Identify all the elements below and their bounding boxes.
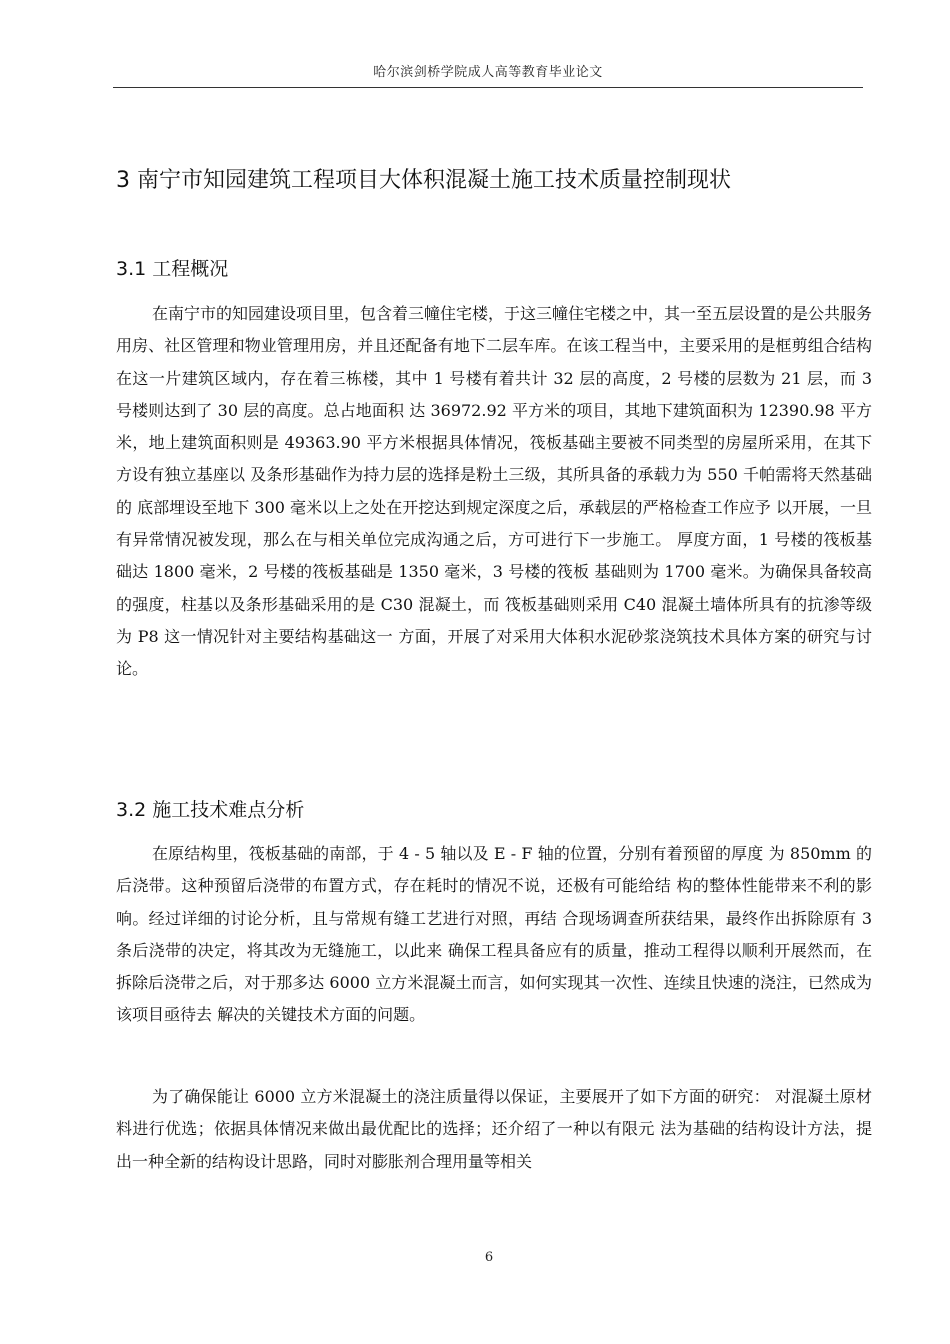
section-heading-3-2: 3.2 施工技术难点分析 xyxy=(116,799,305,821)
body-paragraph: 在南宁市的知园建设项目里，包含着三幢住宅楼，于这三幢住宅楼之中，其一至五层设置的是公共服务用房、社区管理和物业管理用房，并且还配备有地下二层车库。在该工程当中，主要采用的是框剪组合结构在这一片建筑区域内，存在着三栋楼，其中 1 号楼有着共计 32 层的高度，2 号楼的层数为 21 层，而 3 号楼则达到了 30 层的高度。总占地面积 达 36972.92 平方米的项目，其地下建筑面积为 12390.98 平方米，地上建筑面积则是 49363.90 平方米根据具体情况，筏板基础主要被不同类型的房屋所采用，在其下方设有独立基座以 及条形基础作为持力层的选择是粉土三级，其所具备的承载力为 550 千帕需将天然基础的 底部埋设至地下 300 毫米以上之处在开挖达到规定深度之后，承载层的严格检查工作应予 以开展，一旦有异常情况被发现，那么在与相关单位完成沟通之后，方可进行下一步施工。 厚度方面，1 号楼的筏板基础达 1800 毫米，2 号楼的筏板基础是 1350 毫米，3 号楼的筏板 基础则为 1700 毫米。为确保具备较高的强度，柱基以及条形基础采用的是 C30 混凝土，而 筏板基础则采用 C40 混凝土墙体所具有的抗渗等级为 P8 这一情况针对主要结构基础这一 方面，开展了对采用大体积水泥砂浆浇筑技术具体方案的研究与讨论。 xyxy=(116,304,873,679)
body-paragraph: 在原结构里，筏板基础的南部，于 4 - 5 轴以及 E - F 轴的位置，分别有着预留的厚度 为 850mm 的后浇带。这种预留后浇带的布置方式，存在耗时的情况不说，还极有可能给结 构的整体性能带来不利的影响。经过详细的讨论分析，且与常规有缝工艺进行对照，再结 合现场调查所获结果，最终作出拆除原有 3 条后浇带的决定，将其改为无缝施工，以此来 确保工程具备应有的质量，推动工程得以顺利开展然而，在拆除后浇带之后，对于那多达 6000 立方米混凝土而言，如何实现其一次性、连续且快速的浇注，已然成为该项目亟待去 解决的关键技术方面的问题。 xyxy=(116,844,872,1025)
running-header: 哈尔滨剑桥学院成人高等教育毕业论文 xyxy=(373,65,603,80)
page-number: 6 xyxy=(484,1250,494,1265)
section-heading-3-1: 3.1 工程概况 xyxy=(116,258,229,280)
body-paragraph: 为了确保能让 6000 立方米混凝土的浇注质量得以保证，主要展开了如下方面的研究： 对混凝土原材料进行优选；依据具体情况来做出最优配比的选择；还介绍了一种以有限元 法为基础的结构设计方法，提出一种全新的结构设计思路，同时对膨胀剂合理用量等相关 xyxy=(116,1087,872,1171)
header-rule xyxy=(113,87,863,88)
chapter-title: 3 南宁市知园建筑工程项目大体积混凝土施工技术质量控制现状 xyxy=(116,168,731,193)
